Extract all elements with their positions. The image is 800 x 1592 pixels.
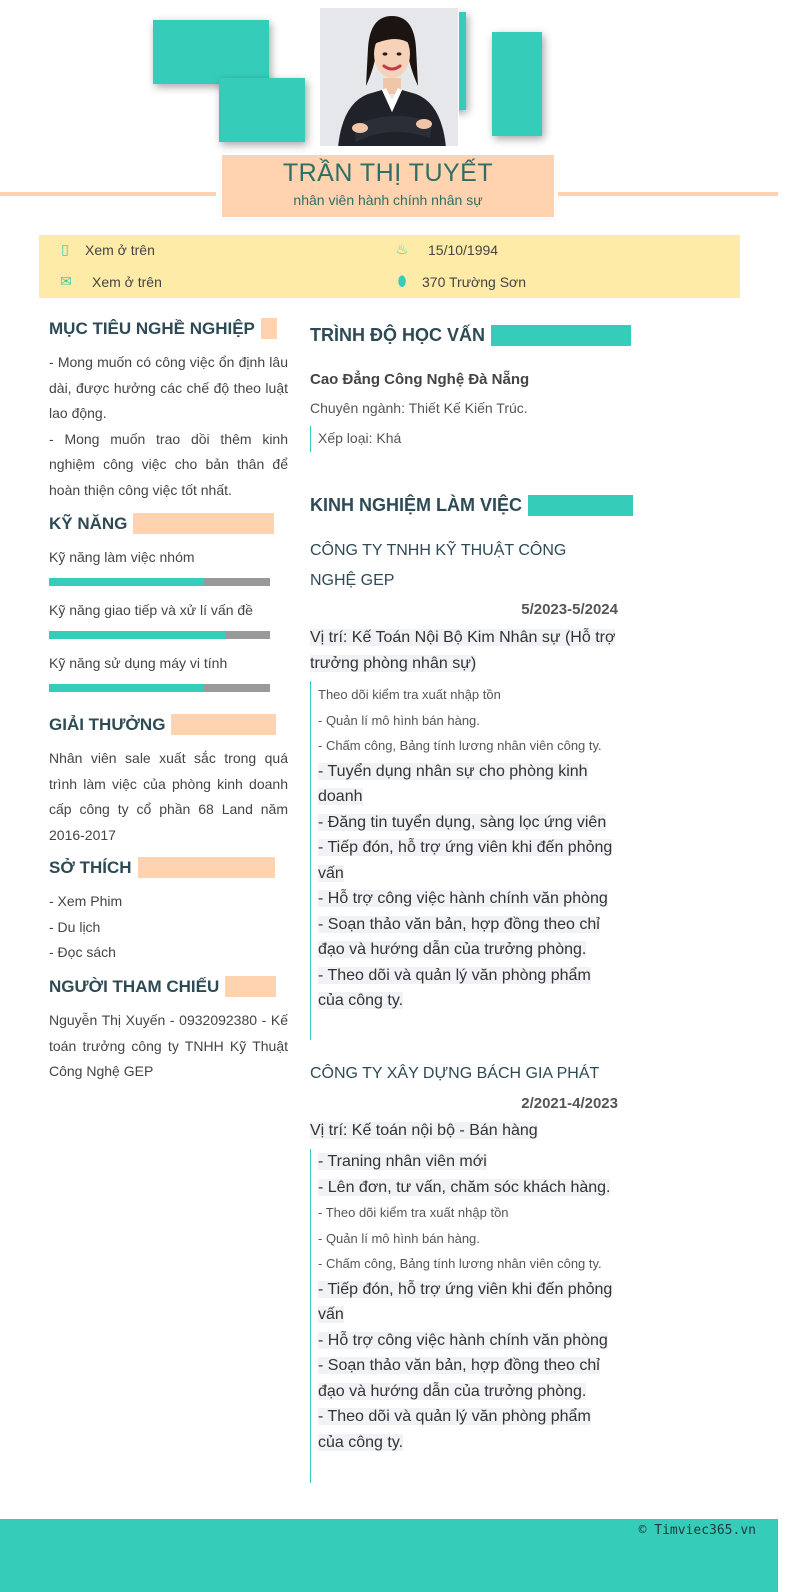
plus-mark bbox=[56, 46, 65, 55]
duty-item bbox=[318, 835, 618, 886]
objective-heading bbox=[49, 318, 277, 339]
copyright-text: © Timviec365.vn bbox=[638, 1523, 756, 1538]
plus-mark bbox=[576, 25, 585, 34]
heading-accent-bar bbox=[528, 495, 633, 516]
plus-mark bbox=[4, 25, 13, 34]
plus-mark bbox=[134, 88, 143, 97]
duty-text: - Hỗ trợ công việc hành chính văn phòng bbox=[318, 890, 608, 907]
job-position bbox=[310, 625, 622, 677]
heading-accent-bar bbox=[171, 714, 276, 735]
objective-title: MỤC TIÊU NGHỀ NGHIỆP bbox=[49, 318, 255, 338]
plus-mark bbox=[82, 46, 91, 55]
job-period: 2/2021-4/2023 bbox=[521, 1095, 618, 1112]
job-duties bbox=[318, 682, 618, 1014]
plus-mark bbox=[290, 25, 299, 34]
awards-heading bbox=[49, 714, 276, 735]
skill-label: Kỹ năng giao tiếp và xử lí vấn đề bbox=[49, 602, 253, 618]
decor-square bbox=[153, 20, 269, 84]
duty-item: - Chấm công, Bảng tính lương nhân viên công ty. bbox=[318, 1256, 602, 1271]
plus-mark bbox=[550, 25, 559, 34]
skill-bar-fill bbox=[49, 684, 204, 692]
hobby-item: - Xem Phim bbox=[49, 893, 123, 909]
job-period: 5/2023-5/2024 bbox=[521, 601, 618, 618]
skill-bar-fill bbox=[49, 631, 226, 639]
plus-mark bbox=[108, 25, 117, 34]
plus-mark bbox=[602, 4, 611, 13]
plus-mark bbox=[4, 67, 13, 76]
references-title: NGƯỜI THAM CHIẾU bbox=[49, 976, 220, 996]
job-company: CÔNG TY TNHH KỸ THUẬT CÔNG NGHỆ GEP bbox=[310, 542, 567, 589]
plus-mark bbox=[82, 88, 91, 97]
duty-item bbox=[318, 1404, 618, 1455]
plus-mark bbox=[30, 46, 39, 55]
school-name: Cao Đẳng Công Nghệ Đà Nẵng bbox=[310, 371, 530, 388]
plus-mark bbox=[290, 4, 299, 13]
header-divider-right bbox=[558, 192, 778, 196]
duty-item bbox=[318, 810, 618, 836]
hobbies-list bbox=[49, 889, 288, 966]
duty-item: - Theo dõi kiểm tra xuất nhập tồn bbox=[318, 1205, 509, 1220]
plus-mark bbox=[732, 25, 741, 34]
duty-item bbox=[318, 759, 618, 810]
plus-mark bbox=[56, 4, 65, 13]
job-duties-rule bbox=[310, 1149, 311, 1483]
name-card bbox=[221, 154, 555, 218]
heading-accent-bar bbox=[133, 513, 274, 534]
plus-mark bbox=[472, 67, 481, 76]
plus-mark bbox=[628, 88, 637, 97]
birthday-cake-icon: ♨ bbox=[395, 241, 409, 257]
plus-mark bbox=[758, 4, 767, 13]
duty-item bbox=[318, 912, 618, 963]
plus-mark bbox=[82, 25, 91, 34]
footer bbox=[0, 1519, 778, 1592]
duty-item bbox=[318, 886, 618, 912]
plus-mark bbox=[290, 67, 299, 76]
full-name: TRẦN THỊ TUYẾT bbox=[282, 159, 494, 187]
objective-line-1: - Mong muốn có công việc ổn định lâu dài, được hưởng các chế độ theo luật lao động. bbox=[49, 354, 288, 421]
profile-photo bbox=[319, 7, 459, 147]
plus-mark bbox=[550, 67, 559, 76]
plus-mark bbox=[212, 4, 221, 13]
plus-mark bbox=[498, 4, 507, 13]
duty-item bbox=[318, 1149, 618, 1175]
person-portrait-icon bbox=[320, 8, 459, 147]
duty-text: - Đăng tin tuyển dụng, sàng lọc ứng viên bbox=[318, 813, 607, 831]
references-text: Nguyễn Thị Xuyến - 0932092380 - Kế toán trưởng công ty TNHH Kỹ Thuật Công Nghệ GEP bbox=[49, 1012, 288, 1079]
map-marker-icon: ⬮ bbox=[397, 273, 407, 289]
duty-text: - Tuyển dụng nhân sự cho phòng kinh doanh bbox=[318, 762, 588, 805]
education-major: Chuyên ngành: Thiết Kế Kiến Trúc. bbox=[310, 400, 528, 416]
plus-mark bbox=[238, 4, 247, 13]
hobbies-title: SỞ THÍCH bbox=[49, 857, 132, 877]
job-position-text: Vị trí: Kế Toán Nội Bộ Kim Nhân sự (Hỗ trợ trưởng phòng nhân sự) bbox=[310, 629, 616, 672]
plus-mark bbox=[628, 67, 637, 76]
plus-mark bbox=[628, 46, 637, 55]
plus-mark bbox=[56, 67, 65, 76]
plus-mark bbox=[654, 46, 663, 55]
duty-item: - Quản lí mô hình bán hàng. bbox=[318, 1230, 480, 1246]
plus-mark bbox=[82, 4, 91, 13]
phone-icon: ▯ bbox=[61, 241, 69, 257]
contact-email bbox=[54, 273, 162, 290]
job-company: CÔNG TY XÂY DỰNG BÁCH GIA PHÁT bbox=[310, 1065, 600, 1082]
plus-mark bbox=[186, 88, 195, 97]
contact-bar bbox=[39, 235, 740, 298]
plus-mark bbox=[550, 4, 559, 13]
job-duties bbox=[318, 1149, 618, 1455]
plus-mark bbox=[732, 46, 741, 55]
decor-square bbox=[492, 32, 542, 136]
education-rule bbox=[310, 426, 311, 452]
duty-text: - Traning nhân viên mới bbox=[318, 1153, 487, 1170]
plus-mark bbox=[680, 88, 689, 97]
job-position bbox=[310, 1118, 622, 1144]
phone-text: Xem ở trên bbox=[85, 241, 155, 258]
skill-label: Kỹ năng làm việc nhóm bbox=[49, 549, 195, 565]
plus-mark bbox=[576, 67, 585, 76]
plus-mark bbox=[758, 46, 767, 55]
plus-mark bbox=[706, 4, 715, 13]
plus-mark bbox=[628, 4, 637, 13]
plus-mark bbox=[732, 67, 741, 76]
address-text: 370 Trường Sơn bbox=[422, 273, 527, 290]
envelope-icon: ✉ bbox=[60, 273, 72, 289]
skill-bar-fill bbox=[49, 578, 204, 586]
plus-mark bbox=[550, 88, 559, 97]
plus-mark bbox=[576, 46, 585, 55]
duty-item bbox=[318, 963, 618, 1014]
hobby-item: - Du lịch bbox=[49, 918, 101, 935]
plus-mark bbox=[134, 46, 143, 55]
skill-bar bbox=[49, 578, 270, 586]
duty-text: - Tiếp đón, hỗ trợ ứng viên khi đến phỏng vấn bbox=[318, 1280, 613, 1323]
skill-bar bbox=[49, 631, 270, 639]
experience-title: KINH NGHIỆM LÀM VIỆC bbox=[310, 495, 523, 515]
plus-mark bbox=[4, 4, 13, 13]
plus-mark bbox=[654, 67, 663, 76]
plus-mark bbox=[758, 88, 767, 97]
education-title: TRÌNH ĐỘ HỌC VẤN bbox=[310, 325, 485, 345]
decor-square bbox=[219, 78, 305, 142]
plus-mark bbox=[706, 67, 715, 76]
plus-mark bbox=[134, 67, 143, 76]
hobby-item: - Đọc sách bbox=[49, 944, 116, 960]
plus-mark bbox=[628, 25, 637, 34]
plus-mark bbox=[290, 46, 299, 55]
plus-mark bbox=[134, 25, 143, 34]
plus-mark bbox=[472, 88, 481, 97]
plus-mark bbox=[108, 46, 117, 55]
skill-label: Kỹ năng sử dụng máy vi tính bbox=[49, 655, 228, 671]
duty-item bbox=[318, 1277, 618, 1328]
job-duties-rule bbox=[310, 681, 311, 1040]
education-heading bbox=[310, 325, 631, 346]
awards-title: GIẢI THƯỞNG bbox=[49, 714, 166, 734]
plus-mark bbox=[550, 46, 559, 55]
plus-mark bbox=[472, 46, 481, 55]
job-position-text: Vị trí: Kế toán nội bộ - Bán hàng bbox=[310, 1122, 538, 1139]
heading-accent-bar bbox=[225, 976, 276, 997]
plus-mark bbox=[654, 88, 663, 97]
plus-mark bbox=[108, 4, 117, 13]
skills-title: KỸ NĂNG bbox=[49, 513, 128, 533]
heading-accent-bar bbox=[491, 325, 631, 346]
references-heading bbox=[49, 976, 276, 997]
plus-mark bbox=[134, 4, 143, 13]
plus-mark bbox=[732, 4, 741, 13]
plus-mark bbox=[56, 88, 65, 97]
plus-mark bbox=[680, 25, 689, 34]
header-divider-left bbox=[0, 192, 216, 196]
plus-mark bbox=[602, 67, 611, 76]
contact-phone bbox=[53, 241, 155, 258]
plus-mark bbox=[4, 46, 13, 55]
experience-heading bbox=[310, 495, 633, 516]
duty-text: - Lên đơn, tư vấn, chăm sóc khách hàng. bbox=[318, 1178, 611, 1196]
skill-bar bbox=[49, 684, 270, 692]
duty-text: - Hỗ trợ công việc hành chính văn phòng bbox=[318, 1331, 608, 1349]
plus-mark bbox=[186, 4, 195, 13]
birthday-text: 15/10/1994 bbox=[428, 241, 499, 258]
plus-mark bbox=[680, 67, 689, 76]
duty-text: - Soạn thảo văn bản, hợp đồng theo chỉ đạo và hướng dẫn của trưởng phòng. bbox=[318, 1357, 600, 1400]
plus-mark bbox=[706, 25, 715, 34]
heading-accent-bar bbox=[138, 857, 275, 878]
plus-mark bbox=[680, 46, 689, 55]
plus-mark bbox=[680, 4, 689, 13]
plus-mark bbox=[472, 25, 481, 34]
plus-mark bbox=[602, 88, 611, 97]
duty-text: - Theo dõi và quản lý văn phòng phẩm của công ty. bbox=[318, 1408, 591, 1451]
plus-mark bbox=[160, 88, 169, 97]
plus-mark bbox=[758, 25, 767, 34]
duty-item: - Chấm công, Bảng tính lương nhân viên công ty. bbox=[318, 738, 602, 753]
education-grade: Xếp loại: Khá bbox=[318, 430, 402, 446]
plus-mark bbox=[56, 25, 65, 34]
plus-mark bbox=[706, 46, 715, 55]
duty-item: Theo dõi kiểm tra xuất nhập tồn bbox=[318, 687, 501, 702]
plus-mark bbox=[576, 4, 585, 13]
skills-heading bbox=[49, 513, 274, 534]
plus-mark bbox=[30, 25, 39, 34]
duty-item: - Quản lí mô hình bán hàng. bbox=[318, 712, 480, 728]
plus-mark bbox=[758, 67, 767, 76]
duty-text: - Theo dõi và quản lý văn phòng phẩm của công ty. bbox=[318, 966, 591, 1009]
plus-mark bbox=[30, 88, 39, 97]
plus-mark bbox=[654, 25, 663, 34]
awards-text: Nhân viên sale xuất sắc trong quá trình làm việc của phòng kinh doanh cấp công ty cổ phần 68 Land năm 2016-2017 bbox=[49, 750, 288, 843]
plus-mark bbox=[82, 67, 91, 76]
plus-mark bbox=[524, 4, 533, 13]
objective-line-2: - Mong muốn trao dồi thêm kinh nghiệm công việc cho bản thân để hoàn thiện công việc tốt nhất. bbox=[49, 430, 288, 498]
duty-item bbox=[318, 1353, 618, 1404]
plus-mark bbox=[654, 4, 663, 13]
duty-item bbox=[318, 1175, 618, 1201]
plus-mark bbox=[706, 88, 715, 97]
plus-mark bbox=[602, 25, 611, 34]
plus-mark bbox=[264, 4, 273, 13]
plus-mark bbox=[472, 4, 481, 13]
objective-text bbox=[49, 350, 288, 503]
duty-text: - Soạn thảo văn bản, hợp đồng theo chỉ đạo và hướng dẫn của trưởng phòng. bbox=[318, 915, 600, 958]
job-title: nhân viên hành chính nhân sự bbox=[293, 192, 483, 208]
duty-item bbox=[318, 1328, 618, 1354]
plus-mark bbox=[576, 88, 585, 97]
hobbies-heading bbox=[49, 857, 275, 878]
plus-mark bbox=[30, 67, 39, 76]
plus-mark bbox=[732, 88, 741, 97]
email-text: Xem ở trên bbox=[92, 273, 162, 290]
heading-accent-bar bbox=[261, 318, 277, 339]
contact-birthday bbox=[390, 241, 498, 258]
plus-mark bbox=[160, 4, 169, 13]
plus-mark bbox=[108, 67, 117, 76]
plus-mark bbox=[4, 88, 13, 97]
contact-address bbox=[390, 273, 526, 290]
plus-mark bbox=[602, 46, 611, 55]
duty-text: - Tiếp đón, hỗ trợ ứng viên khi đến phỏng vấn bbox=[318, 839, 613, 882]
plus-mark bbox=[30, 4, 39, 13]
plus-mark bbox=[108, 88, 117, 97]
